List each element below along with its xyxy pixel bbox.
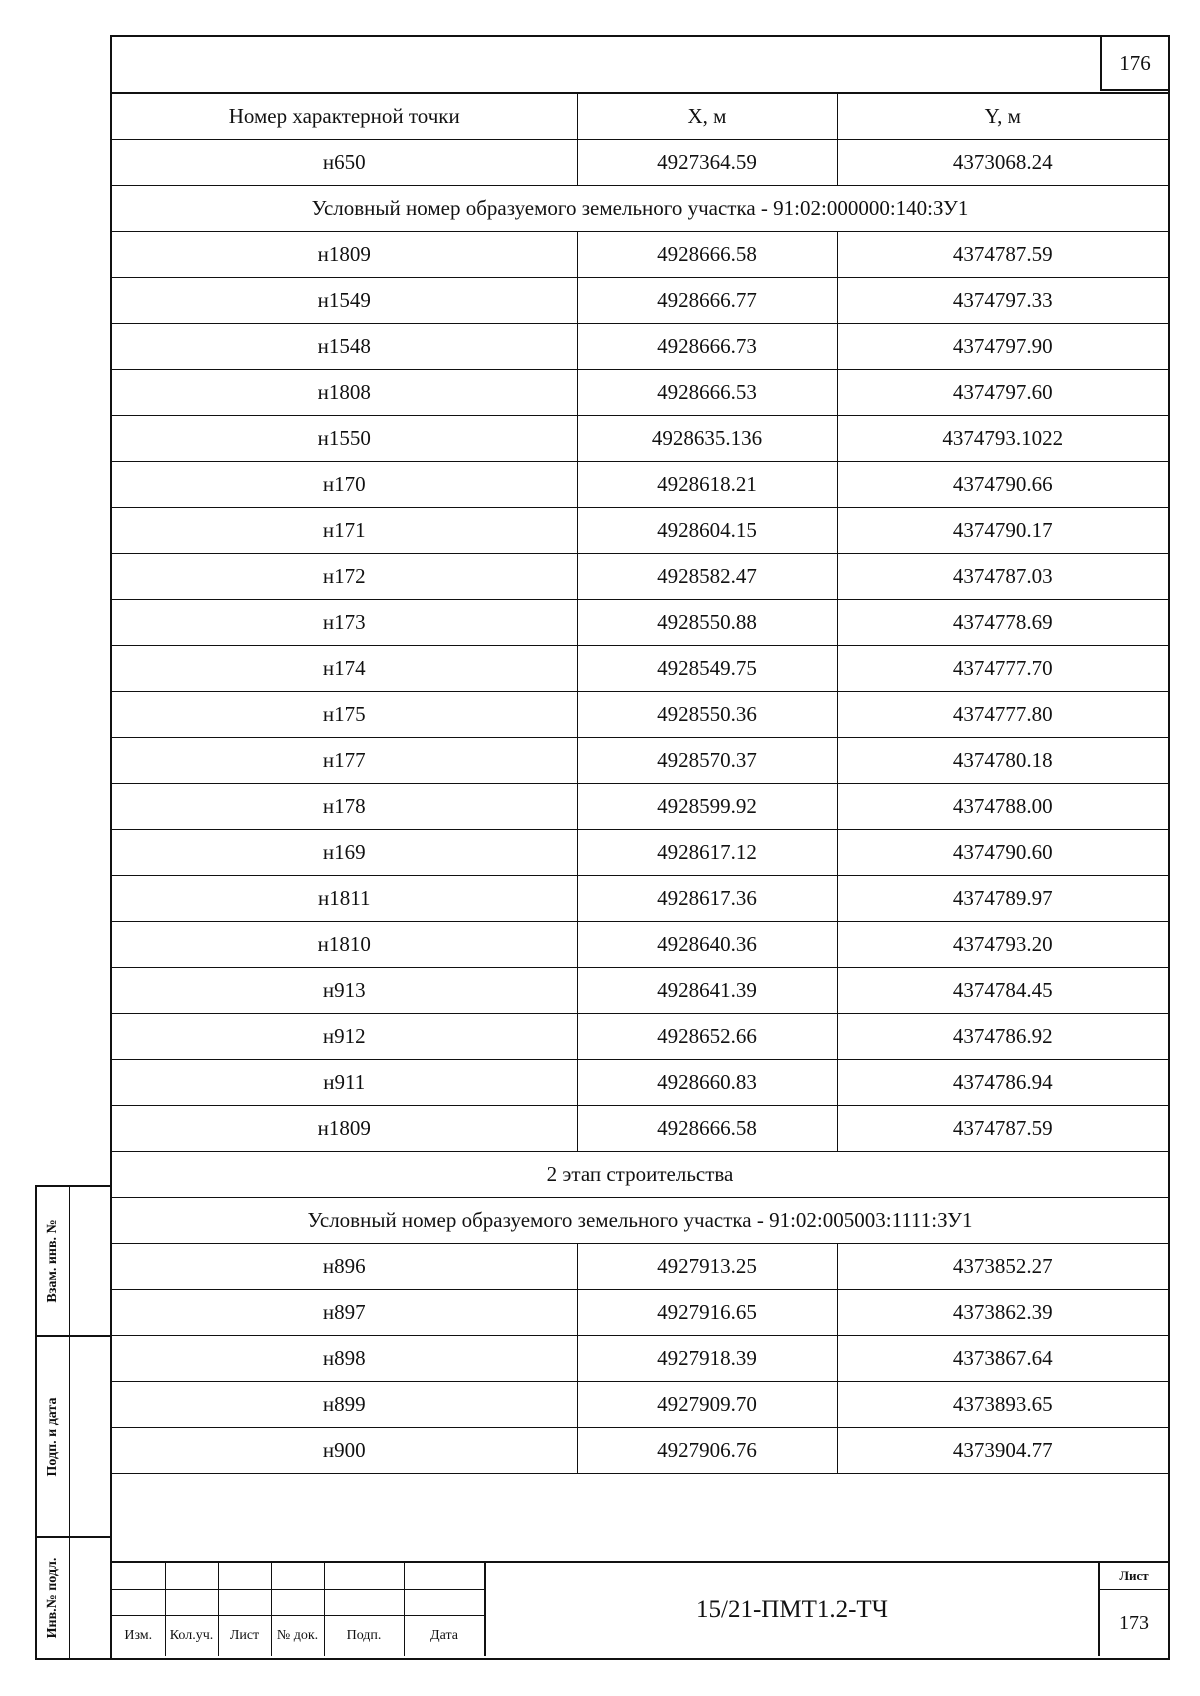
- y-cell: 4374789.97: [837, 875, 1168, 921]
- side-inv-orig: [35, 1536, 112, 1660]
- document-code: 15/21-ПМТ1.2-ТЧ: [484, 1563, 1098, 1656]
- sheet-box: [1098, 1563, 1168, 1656]
- x-cell: 4928582.47: [577, 553, 837, 599]
- y-cell: 4374790.17: [837, 507, 1168, 553]
- x-cell: 4928640.36: [577, 921, 837, 967]
- x-cell: 4928666.58: [577, 1105, 837, 1151]
- coordinates-table: [112, 92, 1168, 1474]
- point-name-cell: н171: [112, 507, 577, 553]
- y-cell: 4374790.66: [837, 461, 1168, 507]
- col-podp: Подп.: [324, 1615, 404, 1656]
- table-row: [112, 1335, 1168, 1381]
- point-name-cell: н897: [112, 1289, 577, 1335]
- sheet-label: Лист: [1100, 1563, 1168, 1590]
- x-cell: 4928617.12: [577, 829, 837, 875]
- caption-cell: Условный номер образуемого земельного участка - 91:02:005003:1111:ЗУ1: [112, 1197, 1168, 1243]
- table-row: [112, 139, 1168, 185]
- sheet-number: 173: [1119, 1611, 1149, 1634]
- y-cell: 4374790.60: [837, 829, 1168, 875]
- y-cell: 4374778.69: [837, 599, 1168, 645]
- table-row: [112, 1243, 1168, 1289]
- y-cell: 4374777.70: [837, 645, 1168, 691]
- side-label-inv-orig: Инв.№ подл.: [45, 1557, 60, 1639]
- x-cell: 4927916.65: [577, 1289, 837, 1335]
- x-cell: 4928635.136: [577, 415, 837, 461]
- y-cell: 4373862.39: [837, 1289, 1168, 1335]
- y-cell: 4373893.65: [837, 1381, 1168, 1427]
- table-row: [112, 415, 1168, 461]
- y-cell: 4374793.20: [837, 921, 1168, 967]
- x-cell: 4928666.77: [577, 277, 837, 323]
- y-cell: 4374788.00: [837, 783, 1168, 829]
- table-row: [112, 737, 1168, 783]
- point-name-cell: н898: [112, 1335, 577, 1381]
- x-cell: 4928617.36: [577, 875, 837, 921]
- col-list: Лист: [218, 1615, 271, 1656]
- table-row: [112, 369, 1168, 415]
- x-cell: 4928604.15: [577, 507, 837, 553]
- table-row: [112, 691, 1168, 737]
- table-row: [112, 1059, 1168, 1105]
- page-frame: [110, 35, 1170, 1660]
- table-row: [112, 507, 1168, 553]
- side-label-replace-inv: Взам. инв. №: [45, 1219, 60, 1303]
- col-kol-uch: Кол.уч.: [165, 1615, 218, 1656]
- header-y: Y, м: [837, 93, 1168, 139]
- point-name-cell: н1809: [112, 1105, 577, 1151]
- y-cell: 4373068.24: [837, 139, 1168, 185]
- revision-cells: [112, 1563, 485, 1656]
- title-block: [112, 1561, 1168, 1658]
- header-point-number: Номер характерной точки: [112, 93, 577, 139]
- table-row: [112, 1427, 1168, 1473]
- point-name-cell: н896: [112, 1243, 577, 1289]
- col-doc-no: № док.: [271, 1615, 324, 1656]
- table-row: [112, 1381, 1168, 1427]
- point-name-cell: н172: [112, 553, 577, 599]
- point-name-cell: н912: [112, 1013, 577, 1059]
- x-cell: 4927906.76: [577, 1427, 837, 1473]
- point-name-cell: н1550: [112, 415, 577, 461]
- x-cell: 4928618.21: [577, 461, 837, 507]
- y-cell: 4373904.77: [837, 1427, 1168, 1473]
- y-cell: 4374784.45: [837, 967, 1168, 1013]
- table-row: [112, 277, 1168, 323]
- point-name-cell: н650: [112, 139, 577, 185]
- table-row: [112, 921, 1168, 967]
- table-row: [112, 783, 1168, 829]
- top-page-number: 176: [1100, 35, 1170, 91]
- point-name-cell: н178: [112, 783, 577, 829]
- x-cell: 4928570.37: [577, 737, 837, 783]
- y-cell: 4374786.94: [837, 1059, 1168, 1105]
- table-row: [112, 1105, 1168, 1151]
- table-row: [112, 599, 1168, 645]
- y-cell: 4374797.60: [837, 369, 1168, 415]
- point-name-cell: н173: [112, 599, 577, 645]
- x-cell: 4928666.73: [577, 323, 837, 369]
- y-cell: 4374787.59: [837, 1105, 1168, 1151]
- y-cell: 4374797.90: [837, 323, 1168, 369]
- table-row: [112, 829, 1168, 875]
- y-cell: 4373867.64: [837, 1335, 1168, 1381]
- x-cell: 4928549.75: [577, 645, 837, 691]
- side-sign-date: [35, 1335, 112, 1538]
- y-cell: 4374786.92: [837, 1013, 1168, 1059]
- table-row: [112, 967, 1168, 1013]
- point-name-cell: н900: [112, 1427, 577, 1473]
- table-row: [112, 645, 1168, 691]
- table-row: [112, 231, 1168, 277]
- point-name-cell: н1809: [112, 231, 577, 277]
- table-row: [112, 461, 1168, 507]
- point-name-cell: н170: [112, 461, 577, 507]
- y-cell: 4374780.18: [837, 737, 1168, 783]
- point-name-cell: н169: [112, 829, 577, 875]
- point-name-cell: н1548: [112, 323, 577, 369]
- x-cell: 4928652.66: [577, 1013, 837, 1059]
- point-name-cell: н1810: [112, 921, 577, 967]
- x-cell: 4927909.70: [577, 1381, 837, 1427]
- col-data: Дата: [404, 1615, 484, 1656]
- point-name-cell: н899: [112, 1381, 577, 1427]
- x-cell: 4927364.59: [577, 139, 837, 185]
- x-cell: 4927918.39: [577, 1335, 837, 1381]
- y-cell: 4374797.33: [837, 277, 1168, 323]
- x-cell: 4927913.25: [577, 1243, 837, 1289]
- x-cell: 4928666.58: [577, 231, 837, 277]
- x-cell: 4928550.36: [577, 691, 837, 737]
- point-name-cell: н174: [112, 645, 577, 691]
- col-izm: Изм.: [112, 1615, 165, 1656]
- table-row: [112, 1013, 1168, 1059]
- header-x: X, м: [577, 93, 837, 139]
- point-name-cell: н913: [112, 967, 577, 1013]
- x-cell: 4928599.92: [577, 783, 837, 829]
- table-header-row: [112, 93, 1168, 139]
- point-name-cell: н1808: [112, 369, 577, 415]
- point-name-cell: н1811: [112, 875, 577, 921]
- point-name-cell: н177: [112, 737, 577, 783]
- side-replace-inv: [35, 1185, 112, 1337]
- y-cell: 4374787.03: [837, 553, 1168, 599]
- point-name-cell: н911: [112, 1059, 577, 1105]
- x-cell: 4928666.53: [577, 369, 837, 415]
- table-row: [112, 875, 1168, 921]
- y-cell: 4374777.80: [837, 691, 1168, 737]
- point-name-cell: н1549: [112, 277, 577, 323]
- table-caption-row: [112, 1151, 1168, 1197]
- x-cell: 4928660.83: [577, 1059, 837, 1105]
- y-cell: 4374787.59: [837, 231, 1168, 277]
- y-cell: 4373852.27: [837, 1243, 1168, 1289]
- caption-cell: 2 этап строительства: [112, 1151, 1168, 1197]
- side-label-sign-date: Подп. и дата: [45, 1397, 60, 1476]
- x-cell: 4928641.39: [577, 967, 837, 1013]
- caption-cell: Условный номер образуемого земельного участка - 91:02:000000:140:ЗУ1: [112, 185, 1168, 231]
- table-caption-row: [112, 1197, 1168, 1243]
- point-name-cell: н175: [112, 691, 577, 737]
- y-cell: 4374793.1022: [837, 415, 1168, 461]
- table-row: [112, 1289, 1168, 1335]
- table-row: [112, 553, 1168, 599]
- table-row: [112, 323, 1168, 369]
- table-caption-row: [112, 185, 1168, 231]
- x-cell: 4928550.88: [577, 599, 837, 645]
